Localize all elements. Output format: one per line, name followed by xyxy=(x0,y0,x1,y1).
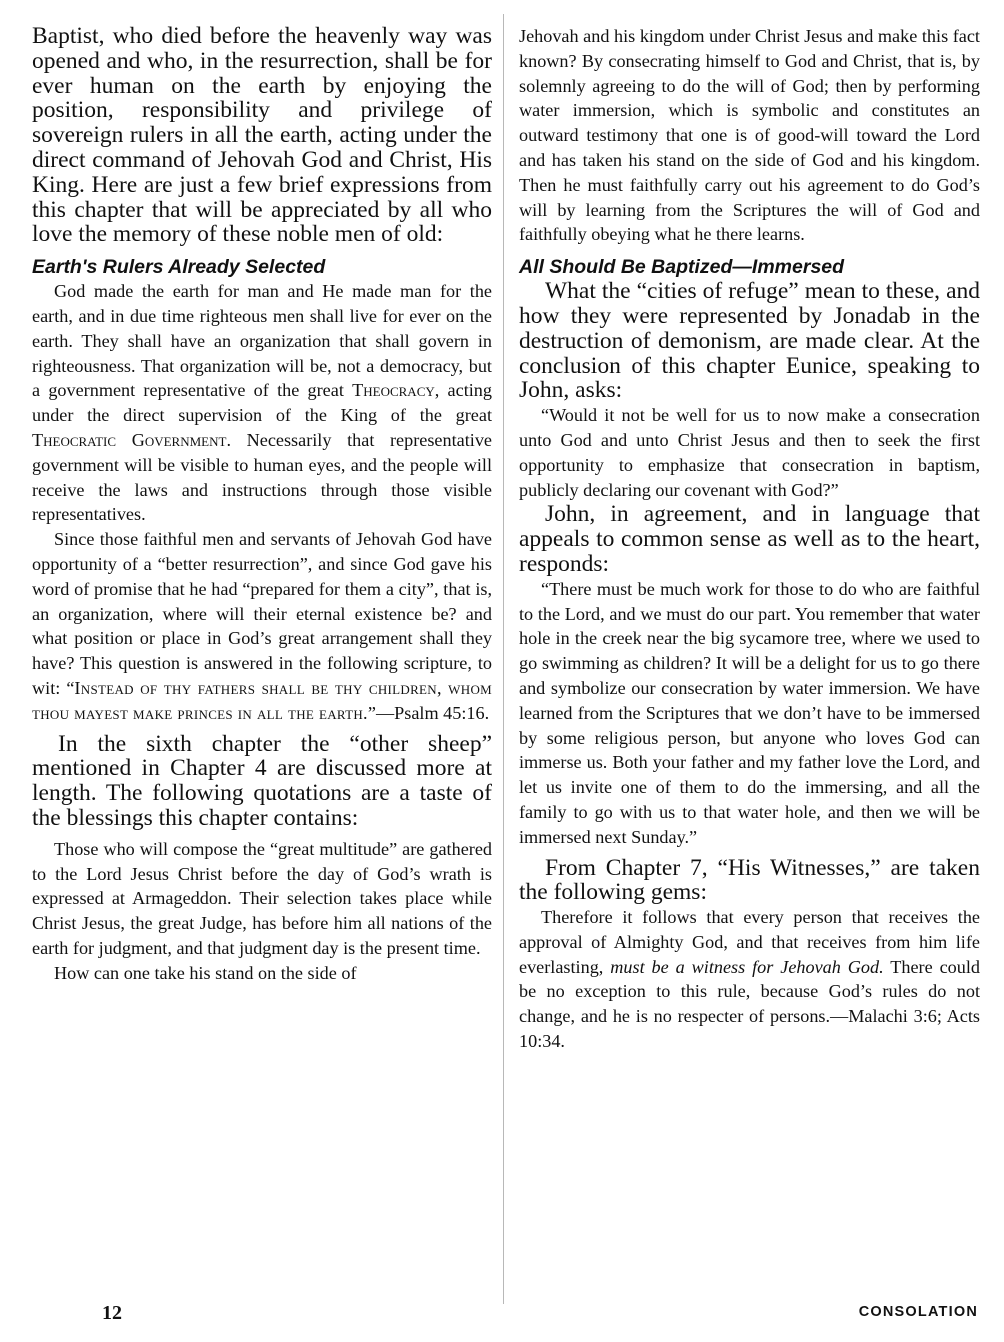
scripture-quote: Instead of thy fathers shall be thy children, whom thou mayest make princes in all the earth. xyxy=(32,677,492,723)
theocratic-government-term: Theocratic Government xyxy=(32,429,227,450)
quote-text: God made the earth for man and He made man for the earth, and in due time righteous men shall live for ever on the earth. They shall have an organization that shall govern in righteousness. That organization will be, not a democracy, but a government representative of the great xyxy=(32,281,492,401)
left-column xyxy=(32,24,492,985)
quote-text: Since those faithful men and servants of Jehovah God have opportunity of a “better resurrection”, and since God gave his word of promise that he had “prepared for them a city”, that is, an organization, where will their eternal existence be? and what position or place in God’s great arrangement shall they have? This question is answered in the following scripture, to wit: “ xyxy=(32,529,492,698)
summary-john-responds: John, in agreement, and in language that appeals to common sense as well as to the heart, responds: xyxy=(519,501,980,577)
column-divider xyxy=(503,14,504,1304)
quote-take-stand-start: How can one take his stand on the side of xyxy=(54,962,357,983)
section-heading-baptized: All Should Be Baptized—Immersed xyxy=(519,256,845,279)
quote-eunice: “Would it not be well for us to now make a consecration unto God and unto Christ Jesus and then to seek the first opportunity to emphasize that consecration in baptism, publicly declaring our covenant with God?” xyxy=(519,405,980,500)
summary-chapter-seven: From Chapter 7, “His Witnesses,” are taken the following gems: xyxy=(519,854,980,906)
intro-paragraph: Baptist, who died before the heavenly way was opened and who, in the resurrection, shall be for ever human on the earth by enjoying the position, responsibility and privilege of sovereign rulers in all the earth, acting under the direct command of Jehovah God and Christ, His King. Here are just a few brief expressions from this chapter that will be appreciated by all who love the memory of these noble men of old: xyxy=(32,23,492,248)
quote-great-multitude: Those who will compose the “great multitude” are gathered to the Lord Jesus Christ before the day of God’s wrath is expressed at Armageddon. Their selection takes place while Christ Jesus, the great Judge, has before him all nations of the earth for judgment, and that judgment day is the present time. xyxy=(32,838,492,958)
right-column xyxy=(519,24,980,1054)
quote-text: There could be no exception to this rule, because God’s rules do not change, and he is no respecter of persons.—Malachi 3:6; Acts 10:34. xyxy=(519,956,980,1052)
emphasized-text: must be a witness for Jehovah God. xyxy=(610,956,884,977)
publication-title: CONSOLATION xyxy=(858,1304,978,1320)
quote-better-resurrection xyxy=(32,527,492,725)
quote-text: , acting under the direct supervision of the King of the great xyxy=(32,380,492,426)
quote-john: “There must be much work for those to do who are faithful to the Lord, and we must do our part. You remember that water hole in the creek near the big sycamore tree, where we used to go swimming as children? It will be a delight for us to go there and symbolize our consecration by water immersion. We have learned from the Scriptures that we don’t have to be immersed by some religious person, but anyone who loves God can immerse us. Both your father and my father love the Lord, and let us invite one of them to do the immersing, and all the family to go with us to that water hole, and then we will be immersed next Sunday.” xyxy=(519,578,980,847)
scripture-reference: ”—Psalm 45:16. xyxy=(367,702,490,723)
quote-text: Therefore it follows that every person that receives the approval of Almighty God, and that receives from him life everlasting, xyxy=(519,907,980,977)
quote-witnesses xyxy=(519,905,980,1054)
summary-cities-of-refuge: What the “cities of refuge” mean to these, and how they were represented by Jonadab in the destruction of demonism, are made clear. At the conclusion of this chapter Eunice, speaking to John, asks: xyxy=(519,278,980,404)
summary-chapter-six: In the sixth chapter the “other sheep” mentioned in Chapter 4 are discussed more at length. The following quotations are a taste of the blessings this chapter contains: xyxy=(32,730,492,831)
quote-text: . Necessarily that representative government will be visible to human eyes, and the people will receive the laws and instructions through those visible representatives. xyxy=(32,429,492,525)
theocracy-term: Theocracy xyxy=(352,380,435,401)
section-heading-rulers: Earth's Rulers Already Selected xyxy=(32,256,326,279)
page-number: 12 xyxy=(102,1302,122,1324)
quote-earth-rulers xyxy=(32,279,492,527)
quote-take-stand-continued: Jehovah and his kingdom under Christ Jesus and make this fact known? By consecrating himself to God and Christ, that is, by solemnly agreeing to do the will of God; then by performing water immersion, which is symbolic and constitutes an outward testimony that one is of good-will toward the Lord and has taken his stand on the side of God and his kingdom. Then he must faithfully carry out his agreement to do God’s will by learning from the Scriptures the will of God and faithfully obeying what he there learns. xyxy=(519,26,980,245)
